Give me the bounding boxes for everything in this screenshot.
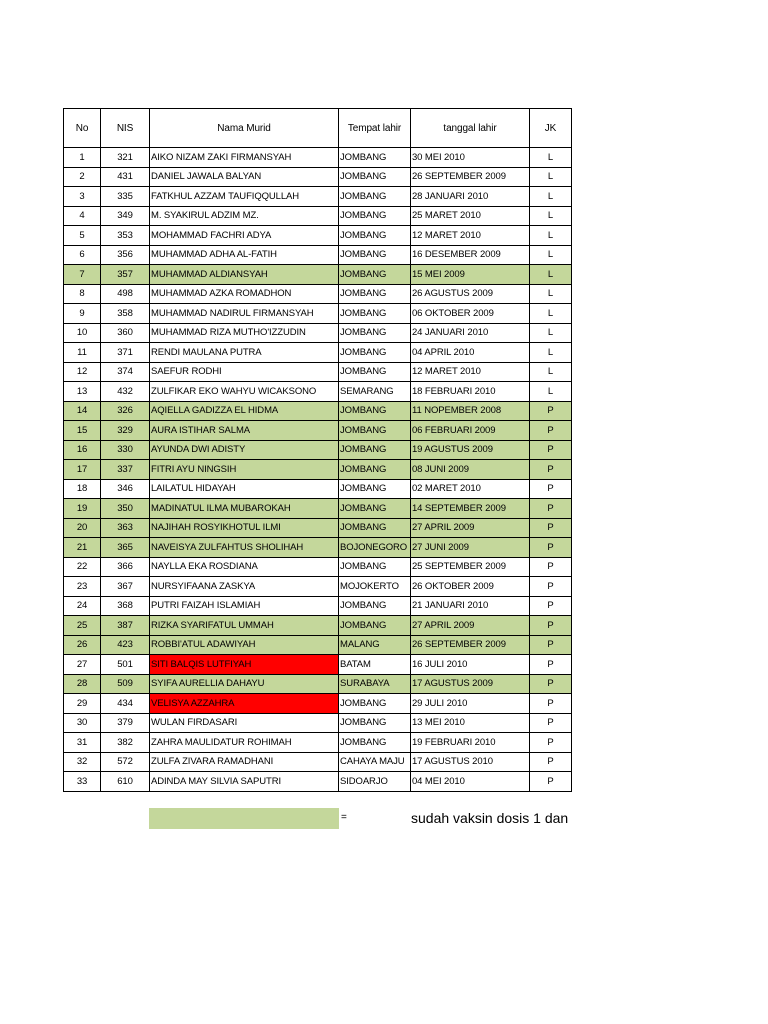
cell-no[interactable]: 14 <box>64 401 101 421</box>
cell-no[interactable]: 27 <box>64 655 101 675</box>
cell-date[interactable]: 26 SEPTEMBER 2009 <box>411 635 530 655</box>
table-row <box>64 479 572 499</box>
cell-no[interactable]: 24 <box>64 596 101 616</box>
cell-nis[interactable]: 374 <box>101 362 150 382</box>
cell-no[interactable]: 12 <box>64 362 101 382</box>
cell-name[interactable]: MADINATUL ILMA MUBAROKAH <box>150 499 339 519</box>
table-row <box>64 421 572 441</box>
table-row <box>64 616 572 636</box>
table-row <box>64 538 572 558</box>
cell-nis[interactable]: 366 <box>101 557 150 577</box>
cell-no[interactable]: 6 <box>64 245 101 265</box>
cell-nis[interactable]: 382 <box>101 733 150 753</box>
cell-nis[interactable]: 335 <box>101 187 150 207</box>
cell-place[interactable]: CAHAYA MAJU <box>339 752 411 772</box>
cell-jk[interactable]: L <box>530 284 572 304</box>
cell-no[interactable]: 17 <box>64 460 101 480</box>
cell-place[interactable]: MOJOKERTO <box>339 577 411 597</box>
table-row <box>64 713 572 733</box>
cell-nis[interactable]: 367 <box>101 577 150 597</box>
table-row <box>64 460 572 480</box>
cell-nis[interactable]: 346 <box>101 479 150 499</box>
cell-place[interactable]: JOMBANG <box>339 284 411 304</box>
cell-place[interactable]: JOMBANG <box>339 733 411 753</box>
cell-nis[interactable]: 363 <box>101 518 150 538</box>
cell-name[interactable]: ZAHRA MAULIDATUR ROHIMAH <box>150 733 339 753</box>
cell-no[interactable]: 21 <box>64 538 101 558</box>
cell-jk[interactable]: P <box>530 440 572 460</box>
cell-no[interactable]: 25 <box>64 616 101 636</box>
cell-date[interactable]: 24 JANUARI 2010 <box>411 323 530 343</box>
cell-jk[interactable]: L <box>530 245 572 265</box>
table-row <box>64 772 572 792</box>
cell-date[interactable]: 16 DESEMBER 2009 <box>411 245 530 265</box>
cell-date[interactable]: 26 AGUSTUS 2009 <box>411 284 530 304</box>
cell-place[interactable]: JOMBANG <box>339 323 411 343</box>
cell-nis[interactable]: 509 <box>101 674 150 694</box>
cell-nis[interactable]: 432 <box>101 382 150 402</box>
table-body <box>64 148 572 792</box>
cell-place[interactable]: BATAM <box>339 655 411 675</box>
cell-jk[interactable]: L <box>530 148 572 168</box>
cell-name[interactable]: RENDI MAULANA PUTRA <box>150 343 339 363</box>
cell-jk[interactable]: P <box>530 460 572 480</box>
cell-place[interactable]: JOMBANG <box>339 460 411 480</box>
cell-no[interactable]: 7 <box>64 265 101 285</box>
cell-jk[interactable]: P <box>530 772 572 792</box>
cell-place[interactable]: JOMBANG <box>339 148 411 168</box>
cell-jk[interactable]: P <box>530 596 572 616</box>
cell-jk[interactable]: P <box>530 518 572 538</box>
cell-jk[interactable]: L <box>530 226 572 246</box>
table-row <box>64 694 572 714</box>
cell-place[interactable]: JOMBANG <box>339 304 411 324</box>
cell-name[interactable]: AYUNDA DWI ADISTY <box>150 440 339 460</box>
cell-no[interactable]: 28 <box>64 674 101 694</box>
cell-place[interactable]: SURABAYA <box>339 674 411 694</box>
header-date[interactable]: tanggal lahir <box>411 109 530 148</box>
table-row <box>64 226 572 246</box>
cell-date[interactable]: 30 MEI 2010 <box>411 148 530 168</box>
cell-no[interactable]: 8 <box>64 284 101 304</box>
table-row <box>64 635 572 655</box>
cell-date[interactable]: 17 AGUSTUS 2009 <box>411 674 530 694</box>
cell-nis[interactable]: 423 <box>101 635 150 655</box>
cell-jk[interactable]: L <box>530 343 572 363</box>
table-row <box>64 245 572 265</box>
header-nis[interactable]: NIS <box>101 109 150 148</box>
cell-place[interactable]: JOMBANG <box>339 245 411 265</box>
cell-date[interactable]: 27 APRIL 2009 <box>411 518 530 538</box>
cell-jk[interactable]: L <box>530 265 572 285</box>
cell-name[interactable]: AURA ISTIHAR SALMA <box>150 421 339 441</box>
table-row <box>64 401 572 421</box>
table-row <box>64 752 572 772</box>
cell-place[interactable]: JOMBANG <box>339 265 411 285</box>
table-row <box>64 323 572 343</box>
cell-nis[interactable]: 358 <box>101 304 150 324</box>
cell-no[interactable]: 31 <box>64 733 101 753</box>
cell-date[interactable]: 06 OKTOBER 2009 <box>411 304 530 324</box>
cell-name[interactable]: FITRI AYU NINGSIH <box>150 460 339 480</box>
cell-nis[interactable]: 610 <box>101 772 150 792</box>
header-name[interactable]: Nama Murid <box>150 109 339 148</box>
table-row <box>64 206 572 226</box>
cell-jk[interactable]: L <box>530 206 572 226</box>
cell-place[interactable]: JOMBANG <box>339 596 411 616</box>
cell-name[interactable]: AQIELLA GADIZZA EL HIDMA <box>150 401 339 421</box>
cell-date[interactable]: 13 MEI 2010 <box>411 713 530 733</box>
cell-no[interactable]: 11 <box>64 343 101 363</box>
cell-date[interactable]: 06 FEBRUARI 2009 <box>411 421 530 441</box>
cell-name[interactable]: NAYLLA EKA ROSDIANA <box>150 557 339 577</box>
cell-place[interactable]: JOMBANG <box>339 226 411 246</box>
cell-no[interactable]: 20 <box>64 518 101 538</box>
cell-name[interactable]: MUHAMMAD AZKA ROMADHON <box>150 284 339 304</box>
cell-jk[interactable]: P <box>530 499 572 519</box>
cell-no[interactable]: 19 <box>64 499 101 519</box>
cell-place[interactable]: JOMBANG <box>339 206 411 226</box>
cell-name[interactable]: ZULFA ZIVARA RAMADHANI <box>150 752 339 772</box>
cell-name[interactable]: NAJIHAH ROSYIKHOTUL ILMI <box>150 518 339 538</box>
cell-nis[interactable]: 371 <box>101 343 150 363</box>
cell-name[interactable]: VELISYA AZZAHRA <box>150 694 339 714</box>
cell-no[interactable]: 18 <box>64 479 101 499</box>
table-row <box>64 265 572 285</box>
cell-no[interactable]: 4 <box>64 206 101 226</box>
cell-name[interactable]: MUHAMMAD RIZA MUTHO'IZZUDIN <box>150 323 339 343</box>
cell-no[interactable]: 1 <box>64 148 101 168</box>
table-row <box>64 362 572 382</box>
cell-place[interactable]: SEMARANG <box>339 382 411 402</box>
legend-description: sudah vaksin dosis 1 dan <box>411 810 569 826</box>
cell-name[interactable]: DANIEL JAWALA BALYAN <box>150 167 339 187</box>
cell-place[interactable]: JOMBANG <box>339 440 411 460</box>
cell-no[interactable]: 16 <box>64 440 101 460</box>
cell-place[interactable]: JOMBANG <box>339 187 411 207</box>
cell-jk[interactable]: L <box>530 382 572 402</box>
cell-nis[interactable]: 329 <box>101 421 150 441</box>
cell-name[interactable]: NURSYIFAANA ZASKYA <box>150 577 339 597</box>
cell-name[interactable]: ADINDA MAY SILVIA SAPUTRI <box>150 772 339 792</box>
cell-place[interactable]: JOMBANG <box>339 421 411 441</box>
cell-nis[interactable]: 387 <box>101 616 150 636</box>
cell-nis[interactable]: 353 <box>101 226 150 246</box>
cell-date[interactable]: 14 SEPTEMBER 2009 <box>411 499 530 519</box>
header-row <box>64 109 572 148</box>
legend-equals: = <box>341 812 347 823</box>
cell-date[interactable]: 26 OKTOBER 2009 <box>411 577 530 597</box>
cell-jk[interactable]: P <box>530 557 572 577</box>
cell-place[interactable]: SIDOARJO <box>339 772 411 792</box>
cell-name[interactable]: MOHAMMAD FACHRI ADYA <box>150 226 339 246</box>
cell-no[interactable]: 13 <box>64 382 101 402</box>
cell-name[interactable]: FATKHUL AZZAM TAUFIQQULLAH <box>150 187 339 207</box>
cell-jk[interactable]: P <box>530 616 572 636</box>
table-row <box>64 382 572 402</box>
cell-date[interactable]: 25 SEPTEMBER 2009 <box>411 557 530 577</box>
cell-nis[interactable]: 360 <box>101 323 150 343</box>
header-jk[interactable]: JK <box>530 109 572 148</box>
cell-place[interactable]: JOMBANG <box>339 557 411 577</box>
cell-jk[interactable]: L <box>530 323 572 343</box>
cell-jk[interactable]: P <box>530 421 572 441</box>
cell-jk[interactable]: P <box>530 733 572 753</box>
cell-name[interactable]: WULAN FIRDASARI <box>150 713 339 733</box>
cell-place[interactable]: JOMBANG <box>339 167 411 187</box>
table-row <box>64 557 572 577</box>
cell-place[interactable]: JOMBANG <box>339 499 411 519</box>
cell-nis[interactable]: 365 <box>101 538 150 558</box>
cell-date[interactable]: 18 FEBRUARI 2010 <box>411 382 530 402</box>
cell-date[interactable]: 19 FEBRUARI 2010 <box>411 733 530 753</box>
legend-green-swatch <box>149 808 339 829</box>
cell-nis[interactable]: 330 <box>101 440 150 460</box>
cell-name[interactable]: SAEFUR RODHI <box>150 362 339 382</box>
cell-no[interactable]: 3 <box>64 187 101 207</box>
cell-nis[interactable]: 356 <box>101 245 150 265</box>
cell-date[interactable]: 11 NOPEMBER 2008 <box>411 401 530 421</box>
table-row <box>64 167 572 187</box>
header-no[interactable]: No <box>64 109 101 148</box>
cell-nis[interactable]: 431 <box>101 167 150 187</box>
cell-place[interactable]: JOMBANG <box>339 694 411 714</box>
cell-jk[interactable]: P <box>530 713 572 733</box>
table-row <box>64 187 572 207</box>
cell-name[interactable]: LAILATUL HIDAYAH <box>150 479 339 499</box>
cell-place[interactable]: JOMBANG <box>339 343 411 363</box>
cell-place[interactable]: BOJONEGORO <box>339 538 411 558</box>
cell-name[interactable]: MUHAMMAD NADIRUL FIRMANSYAH <box>150 304 339 324</box>
cell-date[interactable]: 02 MARET 2010 <box>411 479 530 499</box>
table-row <box>64 577 572 597</box>
cell-date[interactable]: 12 MARET 2010 <box>411 362 530 382</box>
cell-nis[interactable]: 357 <box>101 265 150 285</box>
cell-nis[interactable]: 368 <box>101 596 150 616</box>
cell-nis[interactable]: 350 <box>101 499 150 519</box>
cell-jk[interactable]: P <box>530 635 572 655</box>
cell-nis[interactable]: 434 <box>101 694 150 714</box>
cell-no[interactable]: 32 <box>64 752 101 772</box>
cell-place[interactable]: JOMBANG <box>339 479 411 499</box>
cell-date[interactable]: 29 JULI 2010 <box>411 694 530 714</box>
cell-name[interactable]: AIKO NIZAM ZAKI FIRMANSYAH <box>150 148 339 168</box>
cell-jk[interactable]: L <box>530 167 572 187</box>
cell-jk[interactable]: P <box>530 479 572 499</box>
cell-jk[interactable]: P <box>530 538 572 558</box>
cell-name[interactable]: RIZKA SYARIFATUL UMMAH <box>150 616 339 636</box>
cell-date[interactable]: 08 JUNI 2009 <box>411 460 530 480</box>
cell-no[interactable]: 33 <box>64 772 101 792</box>
table-row <box>64 440 572 460</box>
student-table <box>63 108 572 792</box>
cell-place[interactable]: JOMBANG <box>339 362 411 382</box>
cell-date[interactable]: 25 MARET 2010 <box>411 206 530 226</box>
cell-no[interactable]: 5 <box>64 226 101 246</box>
table-row <box>64 499 572 519</box>
table-row <box>64 284 572 304</box>
cell-nis[interactable]: 337 <box>101 460 150 480</box>
cell-jk[interactable]: P <box>530 401 572 421</box>
table-row <box>64 304 572 324</box>
cell-date[interactable]: 28 JANUARI 2010 <box>411 187 530 207</box>
cell-date[interactable]: 12 MARET 2010 <box>411 226 530 246</box>
cell-date[interactable]: 04 APRIL 2010 <box>411 343 530 363</box>
cell-place[interactable]: JOMBANG <box>339 518 411 538</box>
cell-jk[interactable]: P <box>530 752 572 772</box>
cell-jk[interactable]: P <box>530 577 572 597</box>
cell-name[interactable]: SYIFA AURELLIA DAHAYU <box>150 674 339 694</box>
cell-name[interactable]: SITI BALQIS LUTFIYAH <box>150 655 339 675</box>
cell-no[interactable]: 30 <box>64 713 101 733</box>
cell-place[interactable]: JOMBANG <box>339 401 411 421</box>
cell-no[interactable]: 10 <box>64 323 101 343</box>
cell-no[interactable]: 23 <box>64 577 101 597</box>
cell-name[interactable]: NAVEISYA ZULFAHTUS SHOLIHAH <box>150 538 339 558</box>
cell-date[interactable]: 19 AGUSTUS 2009 <box>411 440 530 460</box>
cell-jk[interactable]: L <box>530 362 572 382</box>
cell-jk[interactable]: P <box>530 674 572 694</box>
header-place[interactable]: Tempat lahir <box>339 109 411 148</box>
cell-nis[interactable]: 349 <box>101 206 150 226</box>
cell-name[interactable]: ROBBI'ATUL ADAWIYAH <box>150 635 339 655</box>
cell-date[interactable]: 27 JUNI 2009 <box>411 538 530 558</box>
cell-name[interactable]: M. SYAKIRUL ADZIM MZ. <box>150 206 339 226</box>
table-row <box>64 733 572 753</box>
cell-date[interactable]: 26 SEPTEMBER 2009 <box>411 167 530 187</box>
cell-name[interactable]: MUHAMMAD ADHA AL-FATIH <box>150 245 339 265</box>
table-row <box>64 148 572 168</box>
table-row <box>64 674 572 694</box>
cell-date[interactable]: 27 APRIL 2009 <box>411 616 530 636</box>
cell-jk[interactable]: P <box>530 655 572 675</box>
cell-nis[interactable]: 379 <box>101 713 150 733</box>
cell-name[interactable]: ZULFIKAR EKO WAHYU WICAKSONO <box>150 382 339 402</box>
cell-no[interactable]: 22 <box>64 557 101 577</box>
cell-date[interactable]: 21 JANUARI 2010 <box>411 596 530 616</box>
cell-date[interactable]: 16 JULI 2010 <box>411 655 530 675</box>
cell-no[interactable]: 29 <box>64 694 101 714</box>
table-row <box>64 343 572 363</box>
cell-place[interactable]: JOMBANG <box>339 713 411 733</box>
cell-name[interactable]: MUHAMMAD ALDIANSYAH <box>150 265 339 285</box>
cell-nis[interactable]: 572 <box>101 752 150 772</box>
cell-jk[interactable]: L <box>530 187 572 207</box>
cell-date[interactable]: 04 MEI 2010 <box>411 772 530 792</box>
cell-nis[interactable]: 498 <box>101 284 150 304</box>
cell-jk[interactable]: L <box>530 304 572 324</box>
cell-no[interactable]: 2 <box>64 167 101 187</box>
cell-name[interactable]: PUTRI FAIZAH ISLAMIAH <box>150 596 339 616</box>
cell-jk[interactable]: P <box>530 694 572 714</box>
cell-place[interactable]: JOMBANG <box>339 616 411 636</box>
cell-nis[interactable]: 501 <box>101 655 150 675</box>
table-row <box>64 596 572 616</box>
table-row <box>64 518 572 538</box>
cell-place[interactable]: MALANG <box>339 635 411 655</box>
cell-nis[interactable]: 321 <box>101 148 150 168</box>
cell-no[interactable]: 26 <box>64 635 101 655</box>
table-row <box>64 655 572 675</box>
cell-no[interactable]: 15 <box>64 421 101 441</box>
cell-date[interactable]: 15 MEI 2009 <box>411 265 530 285</box>
cell-date[interactable]: 17 AGUSTUS 2010 <box>411 752 530 772</box>
cell-nis[interactable]: 326 <box>101 401 150 421</box>
cell-no[interactable]: 9 <box>64 304 101 324</box>
